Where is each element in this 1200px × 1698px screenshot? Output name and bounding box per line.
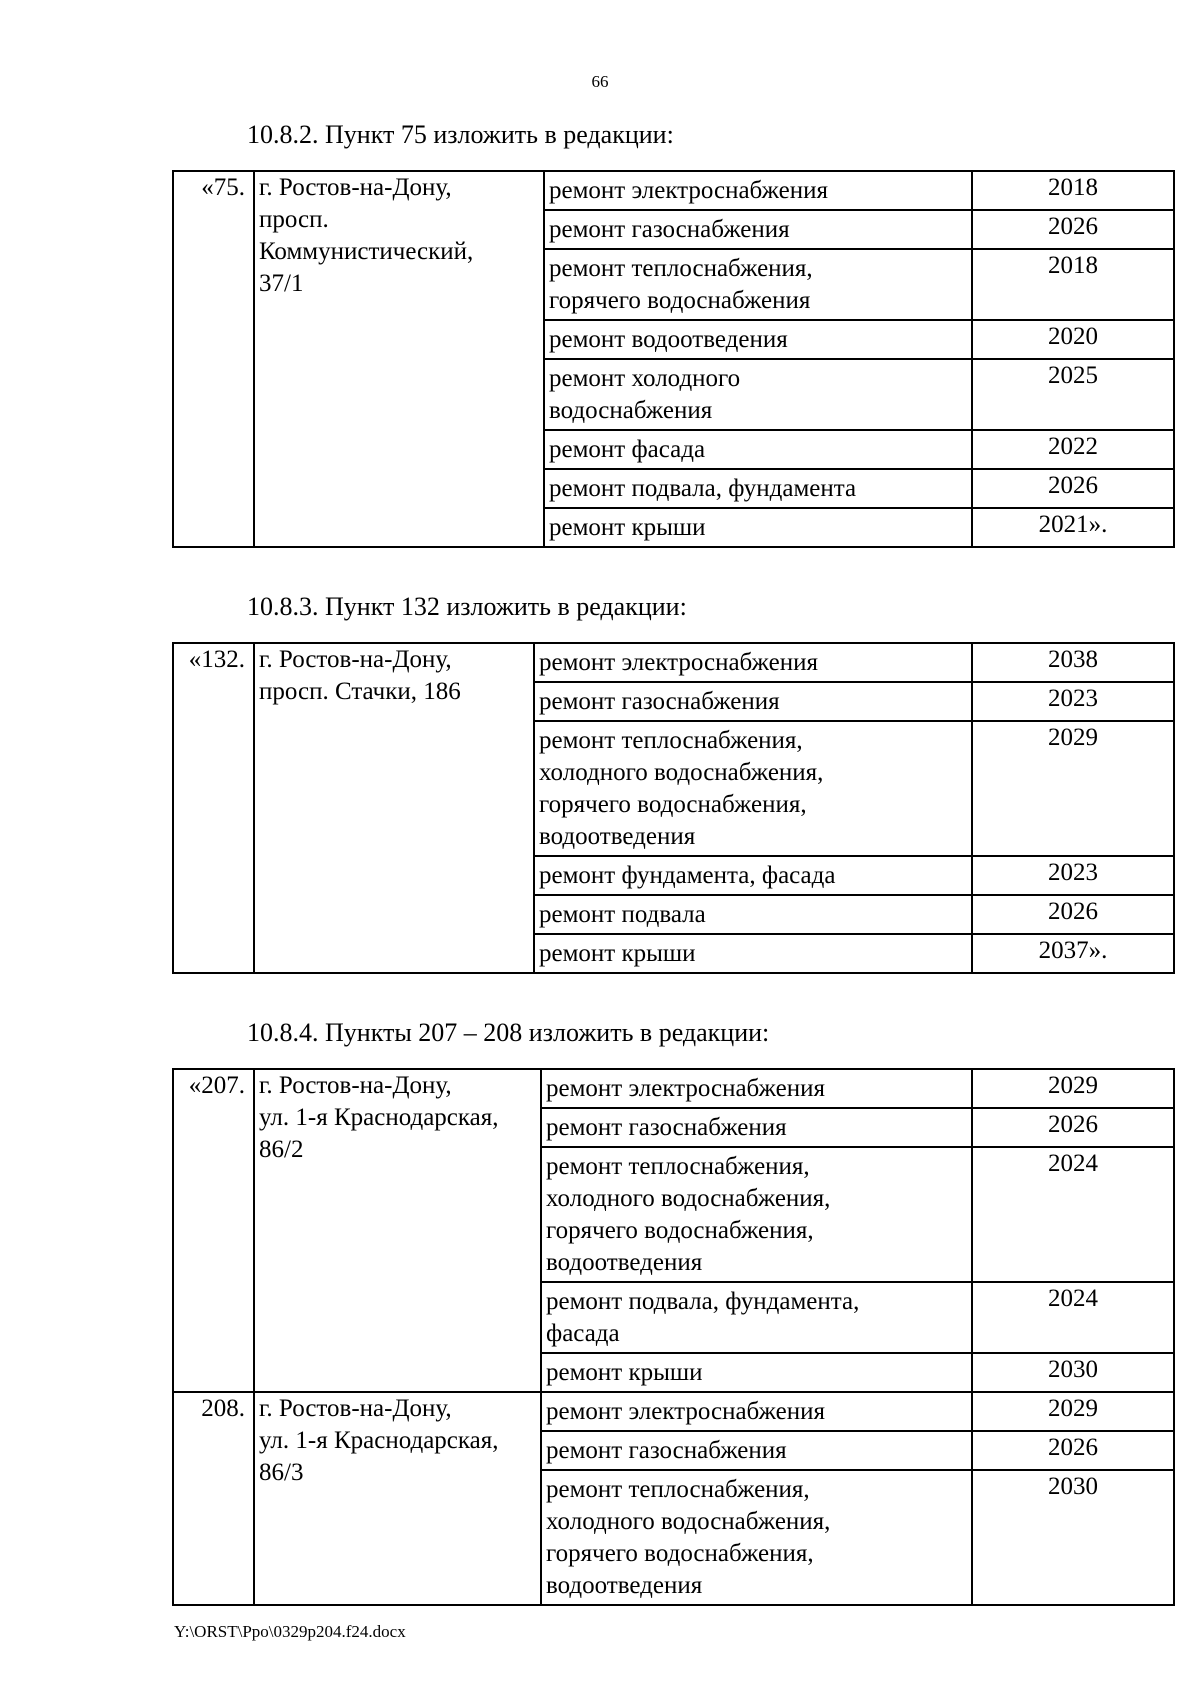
work-type [541,1392,972,1431]
work-line: ремонт теплоснабжения, [546,1153,810,1180]
section-heading-10-8-4: 10.8.4. Пункты 207 – 208 изложить в редакции: [247,1018,770,1047]
table-row [173,171,1174,210]
work-line: водоотведения [539,823,696,850]
page-number: 66 [591,72,609,91]
work-line: ремонт газоснабжения [546,1114,787,1141]
work-line: ремонт фасада [549,436,706,463]
work-type [544,359,972,430]
item-address [254,643,534,973]
work-type [534,721,972,856]
work-year: 2029 [972,1069,1174,1108]
table-row [173,1069,1174,1108]
work-year: 2022 [972,430,1174,469]
work-line: ремонт газоснабжения [546,1437,787,1464]
work-line: ремонт подвала, фундамента [549,475,857,502]
work-type [534,643,972,682]
work-year: 2025 [972,359,1174,430]
item-number: 208. [173,1392,254,1605]
address-line: г. Ростов-на-Дону, [259,1072,452,1099]
work-type [541,1431,972,1470]
work-year: 2024 [972,1147,1174,1282]
work-year: 2026 [972,469,1174,508]
work-type [544,508,972,547]
address-line: Коммунистический, [259,238,474,265]
section-heading-10-8-3: 10.8.3. Пункт 132 изложить в редакции: [247,592,687,621]
table-row [173,643,1174,682]
work-line: ремонт электроснабжения [549,177,828,204]
work-line: горячего водоснабжения [549,287,811,314]
work-type [541,1069,972,1108]
work-type [541,1282,972,1353]
work-year: 2026 [972,1108,1174,1147]
work-line: ремонт теплоснабжения, [546,1476,810,1503]
work-line: фасада [546,1320,620,1347]
item-number: «207. [173,1069,254,1392]
table-row [173,1392,1174,1431]
work-year: 2023 [972,682,1174,721]
work-line: холодного водоснабжения, [546,1185,831,1212]
work-line: ремонт теплоснабжения, [549,255,813,282]
work-line: ремонт фундамента, фасада [539,862,836,889]
address-line: просп. Стачки, 186 [259,678,461,705]
table-items-207-208 [172,1068,1175,1606]
address-line: 86/2 [259,1136,304,1163]
work-year: 2026 [972,895,1174,934]
work-line: ремонт газоснабжения [549,216,790,243]
work-year: 2021». [972,508,1174,547]
work-year: 2018 [972,249,1174,320]
work-type [544,469,972,508]
address-line: 37/1 [259,270,304,297]
work-line: горячего водоснабжения, [546,1540,814,1567]
item-number: «132. [173,643,254,973]
work-year: 2024 [972,1282,1174,1353]
table-item-132 [172,642,1175,974]
work-line: ремонт крыши [549,514,706,541]
work-type [541,1353,972,1392]
work-line: ремонт теплоснабжения, [539,727,803,754]
work-type [541,1147,972,1282]
work-type [544,320,972,359]
work-line: ремонт водоотведения [549,326,788,353]
work-year: 2026 [972,1431,1174,1470]
work-line: водоотведения [546,1249,703,1276]
address-line: 86/3 [259,1459,304,1486]
address-line: г. Ростов-на-Дону, [259,1395,452,1422]
work-type [534,856,972,895]
address-line: ул. 1-я Краснодарская, [259,1104,499,1131]
work-type [541,1470,972,1605]
work-year: 2023 [972,856,1174,895]
work-line: водоотведения [546,1572,703,1599]
work-line: ремонт электроснабжения [546,1398,825,1425]
address-line: ул. 1-я Краснодарская, [259,1427,499,1454]
item-address [254,171,544,547]
work-line: ремонт подвала, фундамента, [546,1288,860,1315]
table-item-75 [172,170,1175,548]
work-year: 2038 [972,643,1174,682]
work-type [544,171,972,210]
work-line: ремонт крыши [546,1359,703,1386]
work-type [544,430,972,469]
work-line: горячего водоснабжения, [546,1217,814,1244]
work-line: холодного водоснабжения, [546,1508,831,1535]
section-heading-10-8-2: 10.8.2. Пункт 75 изложить в редакции: [247,120,674,149]
work-line: ремонт подвала [539,901,706,928]
work-year: 2020 [972,320,1174,359]
item-address [254,1069,541,1392]
work-line: водоснабжения [549,397,713,424]
work-year: 2026 [972,210,1174,249]
work-year: 2029 [972,721,1174,856]
work-type [534,934,972,973]
work-type [534,895,972,934]
work-line: ремонт электроснабжения [539,649,818,676]
footer-file-path: Y:\ORST\Ppo\0329p204.f24.docx [174,1622,406,1641]
work-line: ремонт электроснабжения [546,1075,825,1102]
item-number: «75. [173,171,254,547]
work-year: 2018 [972,171,1174,210]
work-line: ремонт крыши [539,940,696,967]
work-year: 2030 [972,1353,1174,1392]
work-line: ремонт холодного [549,365,741,392]
work-type [541,1108,972,1147]
work-year: 2037». [972,934,1174,973]
item-address [254,1392,541,1605]
work-line: холодного водоснабжения, [539,759,824,786]
work-type [544,210,972,249]
address-line: просп. [259,206,329,233]
work-line: ремонт газоснабжения [539,688,780,715]
work-year: 2030 [972,1470,1174,1605]
address-line: г. Ростов-на-Дону, [259,174,452,201]
work-type [544,249,972,320]
work-year: 2029 [972,1392,1174,1431]
work-type [534,682,972,721]
address-line: г. Ростов-на-Дону, [259,646,452,673]
work-line: горячего водоснабжения, [539,791,807,818]
